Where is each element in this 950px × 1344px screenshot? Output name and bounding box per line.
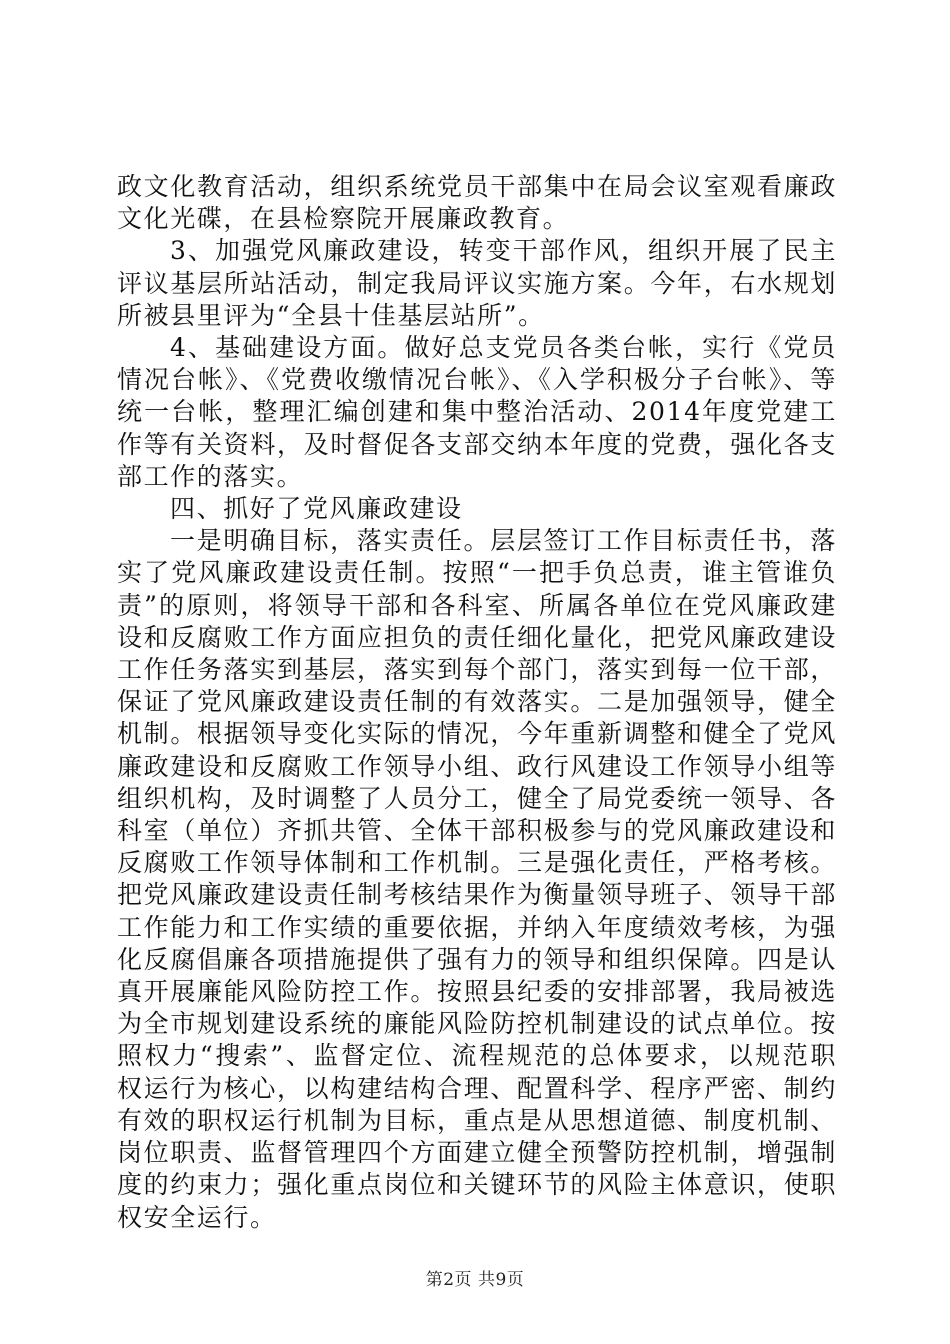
document-body xyxy=(117,171,837,1234)
paragraph-5: 一是明确目标，落实责任。层层签订工作目标责任书，落实了党风廉政建设责任制。按照“一把手负总责，谁主管谁负责”的原则，将领导干部和各科室、所属各单位在党风廉政建设和反腐败工作方面应担负的责任细化量化，把党风廉政建设工作任务落实到基层，落实到每个部门，落实到每一位干部，保证了党风廉政建设责任制的有效落实。二是加强领导，健全机制。根据领导变化实际的情况，今年重新调整和健全了党风廉政建设和反腐败工作领导小组、政行风建设工作领导小组等组织机构，及时调整了人员分工，健全了局党委统一领导、各科室（单位）齐抓共管、全体干部积极参与的党风廉政建设和反腐败工作领导体制和工作机制。三是强化责任，严格考核。把党风廉政建设责任制考核结果作为衡量领导班子、领导干部工作能力和工作实绩的重要依据，并纳入年度绩效考核，为强化反腐倡廉各项措施提供了强有力的领导和组织保障。四是认真开展廉能风险防控工作。按照县纪委的安排部署，我局被选为全市规划建设系统的廉能风险防控机制建设的试点单位。按照权力“搜索”、监督定位、流程规范的总体要求，以规范职权运行为核心，以构建结构合理、配置科学、程序严密、制约有效的职权运行机制为目标，重点是从思想道德、制度机制、岗位职责、监督管理四个方面建立健全预警防控机制，增强制度的约束力；强化重点岗位和关键环节的风险主体意识，使职权安全运行。 xyxy=(117,526,837,1232)
paragraph-3: 4、基础建设方面。做好总支党员各类台帐，实行《党员情况台帐》、《党费收缴情况台帐》、《入学积极分子台帐》、等统一台帐，整理汇编创建和集中整治活动、2014年度党建工作等有关资料，及时督促各支部交纳本年度的党费，强化各支部工作的落实。 xyxy=(117,333,837,491)
page-number-footer: 第2页 共9页 xyxy=(425,1270,525,1290)
section-heading: 四、抓好了党风廉政建设 xyxy=(170,494,463,524)
paragraph-1: 政文化教育活动，组织系统党员干部集中在局会议室观看廉政文化光碟，在县检察院开展廉政教育。 xyxy=(117,172,837,234)
paragraph-2: 3、加强党风廉政建设，转变干部作风，组织开展了民主评议基层所站活动，制定我局评议实施方案。今年，右水规划所被县里评为“全县十佳基层站所”。 xyxy=(117,236,837,330)
